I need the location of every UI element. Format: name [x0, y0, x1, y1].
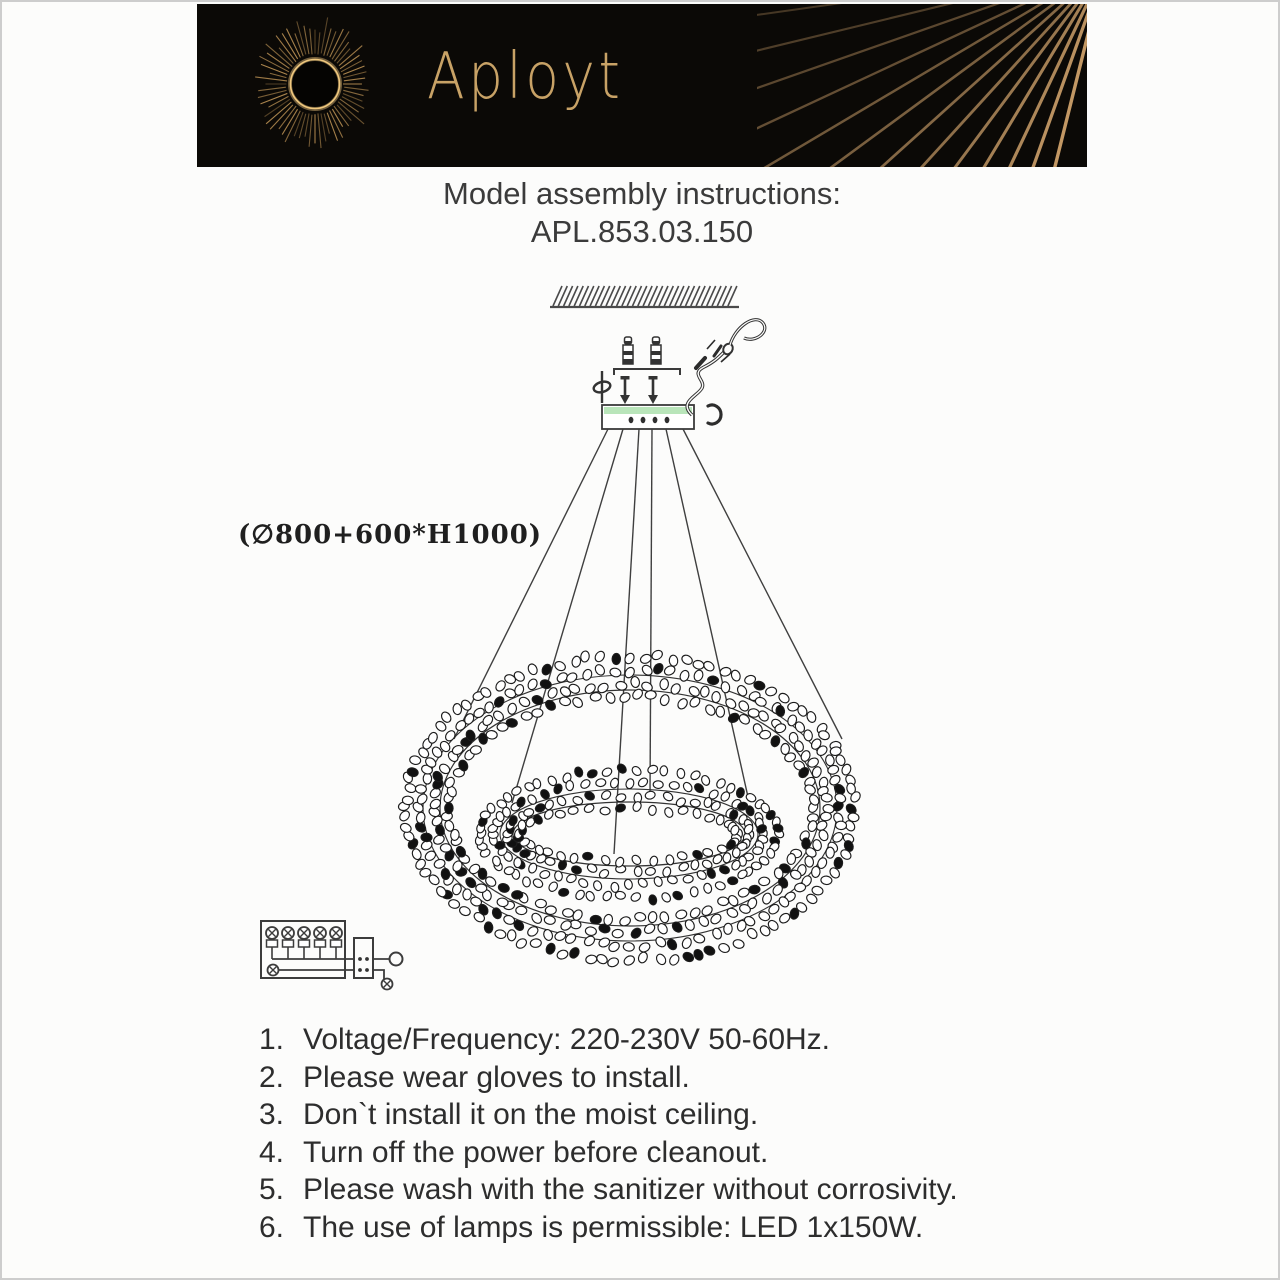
item-number: 5.	[259, 1173, 285, 1207]
crystal-ring-large	[398, 649, 863, 969]
rotate-arrow-right-icon	[708, 405, 721, 424]
crystal-ring-small	[474, 762, 785, 905]
item-text: Voltage/Frequency: 220-230V 50-60Hz.	[303, 1023, 831, 1056]
item-text: Please wash with the sanitizer without corrosivity.	[303, 1173, 958, 1207]
screw-left-icon	[620, 376, 630, 404]
item-text: Don`t install it on the moist ceiling.	[303, 1098, 759, 1132]
ground-screw-icon	[268, 965, 279, 976]
canopy-plate	[602, 405, 694, 429]
list-item	[259, 1096, 1119, 1134]
list-item	[259, 1134, 1119, 1172]
brand-name: Aployt	[427, 40, 624, 114]
list-item	[259, 1059, 1119, 1097]
item-number: 6.	[259, 1210, 285, 1244]
led-driver	[354, 938, 373, 978]
dimensions-label: (∅800+600*H1000)	[238, 520, 543, 550]
list-item	[259, 1209, 1119, 1247]
wall-anchor-right-icon	[651, 337, 661, 364]
rotate-arrow-left-icon	[592, 371, 611, 403]
item-number: 4.	[259, 1135, 285, 1169]
lamp-symbol	[390, 953, 403, 966]
mounting-bracket	[614, 369, 680, 375]
item-text: Please wear gloves to install.	[303, 1060, 690, 1094]
ceiling-hatch	[550, 286, 739, 307]
item-number: 1.	[259, 1023, 285, 1056]
canopy-accent-strip	[604, 407, 692, 414]
list-item	[259, 1021, 1119, 1059]
terminal-screws	[266, 927, 342, 947]
power-cable	[687, 320, 765, 415]
model-number: APL.853.03.150	[530, 214, 754, 249]
item-text: Turn off the power before cleanout.	[303, 1135, 769, 1169]
instructions-list	[259, 1021, 1119, 1247]
item-number: 3.	[259, 1098, 285, 1132]
wall-anchor-left-icon	[623, 337, 633, 364]
item-text: The use of lamps is permissible: LED 1x150W.	[303, 1210, 924, 1244]
list-item	[259, 1171, 1119, 1209]
output-screw-icon	[382, 979, 393, 990]
page-title: Model assembly instructions:	[443, 176, 841, 211]
item-number: 2.	[259, 1060, 285, 1094]
wiring-diagram	[261, 921, 403, 990]
screw-right-icon	[648, 376, 658, 404]
